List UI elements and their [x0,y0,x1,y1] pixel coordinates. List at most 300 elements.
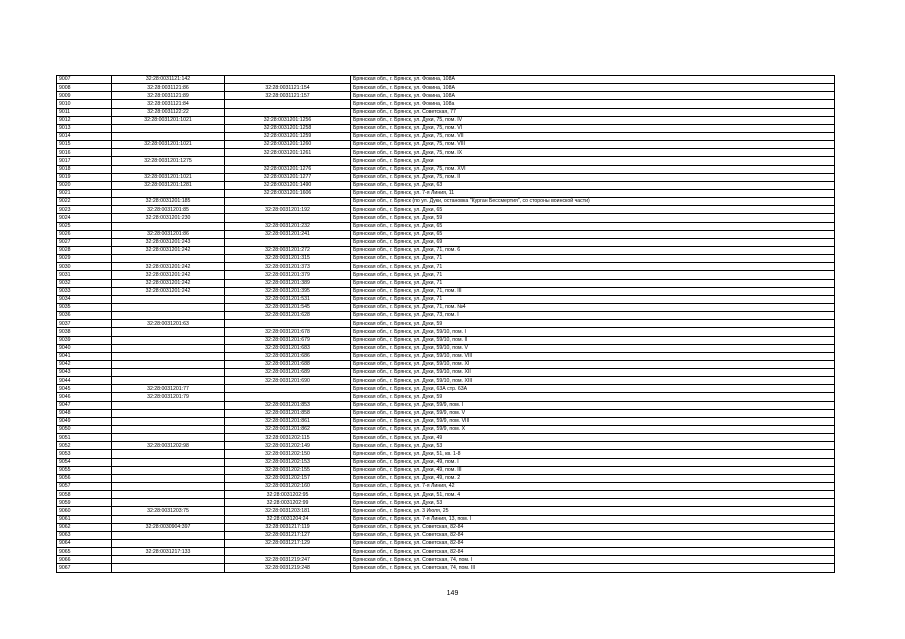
address-cell: Брянская обл., г. Брянск, ул. Дуки, 75, пом. IX [351,149,835,157]
table-row [57,214,835,222]
table-row [57,173,835,181]
land-cadastral-number-cell: 32:28:0031201:243 [112,238,225,246]
land-cadastral-number-cell: 32:28:0031121:89 [112,92,225,100]
row-number-cell: 9061 [57,515,112,523]
table-row [57,222,835,230]
table-row [57,450,835,458]
address-cell: Брянская обл., г. Брянск, ул. Дуки, 59/9, пом. V [351,409,835,417]
table-row [57,548,835,556]
table-row [57,417,835,425]
address-cell: Брянская обл., г. Брянск, ул. Дуки, 75, пом. VIII [351,141,835,149]
land-cadastral-number-cell [112,222,225,230]
land-cadastral-number-cell [112,401,225,409]
row-number-cell: 9064 [57,540,112,548]
table-row [57,344,835,352]
row-number-cell: 9051 [57,434,112,442]
land-cadastral-number-cell [112,312,225,320]
row-number-cell: 9054 [57,458,112,466]
object-cadastral-number-cell: 32:28:0031201:389 [225,279,351,287]
land-cadastral-number-cell [112,360,225,368]
object-cadastral-number-cell [225,198,351,206]
address-cell: Брянская обл., г. Брянск, ул. Дуки, 59/10, пом. V [351,344,835,352]
land-cadastral-number-cell [112,564,225,572]
row-number-cell: 9040 [57,344,112,352]
object-cadastral-number-cell: 32:28:0031201:690 [225,377,351,385]
object-cadastral-number-cell: 32:28:0031121:154 [225,84,351,92]
table-row [57,442,835,450]
object-cadastral-number-cell: 32:28:0031202:160 [225,483,351,491]
object-cadastral-number-cell: 32:28:0031202:99 [225,499,351,507]
row-number-cell: 9065 [57,548,112,556]
table-row [57,360,835,368]
row-number-cell: 9042 [57,360,112,368]
address-cell: Брянская обл., г. Брянск, ул. Дуки, 75, пом. VI [351,124,835,132]
table-row [57,328,835,336]
table-row [57,116,835,124]
object-cadastral-number-cell: 32:28:0031201:395 [225,287,351,295]
address-cell: Брянская обл., г. Брянск, ул. Дуки, 51, кв. 1-8 [351,450,835,458]
table-row [57,523,835,531]
land-cadastral-number-cell [112,124,225,132]
land-cadastral-number-cell [112,499,225,507]
register-table-body [57,76,835,573]
address-cell: Брянская обл., г. Брянск, ул. Дуки, 63 [351,181,835,189]
row-number-cell: 9066 [57,556,112,564]
object-cadastral-number-cell: 32:28:0031201:678 [225,328,351,336]
object-cadastral-number-cell: 32:28:0031201:1260 [225,141,351,149]
row-number-cell: 9019 [57,173,112,181]
address-cell: Брянская обл., г. Брянск, ул. Дуки, 75, пом. XVI [351,165,835,173]
address-cell: Брянская обл., г. Брянск, ул. 7-я Линия, 42 [351,483,835,491]
land-cadastral-number-cell: 32:28:0030904:397 [112,523,225,531]
land-cadastral-number-cell: 32:28:0031201:1281 [112,181,225,189]
row-number-cell: 9039 [57,336,112,344]
object-cadastral-number-cell: 32:28:0031202:153 [225,458,351,466]
address-cell: Брянская обл., г. Брянск, ул. Дуки, 59/9, пом. VIII [351,417,835,425]
address-cell: Брянская обл., г. Брянск, ул. Советская, 77 [351,108,835,116]
register-table [56,75,835,573]
row-number-cell: 9008 [57,84,112,92]
table-row [57,474,835,482]
land-cadastral-number-cell: 32:28:0031201:242 [112,287,225,295]
object-cadastral-number-cell: 32:28:0031202:155 [225,466,351,474]
land-cadastral-number-cell [112,352,225,360]
address-cell: Брянская обл., г. Брянск, ул. Дуки, 59 [351,214,835,222]
row-number-cell: 9056 [57,474,112,482]
object-cadastral-number-cell: 32:28:0031201:861 [225,417,351,425]
row-number-cell: 9047 [57,401,112,409]
address-cell: Брянская обл., г. Брянск, ул. Дуки, 49, пом. I [351,458,835,466]
land-cadastral-number-cell [112,450,225,458]
object-cadastral-number-cell: 32:28:0031201:679 [225,336,351,344]
object-cadastral-number-cell: 32:28:0031201:1606 [225,189,351,197]
object-cadastral-number-cell: 32:28:0031201:531 [225,295,351,303]
address-cell: Брянская обл., г. Брянск, ул. Фокина, 108А [351,76,835,84]
row-number-cell: 9023 [57,206,112,214]
row-number-cell: 9026 [57,230,112,238]
object-cadastral-number-cell: 32:28:0031202:115 [225,434,351,442]
object-cadastral-number-cell: 32:28:0031201:628 [225,312,351,320]
object-cadastral-number-cell: 32:28:0031217:129 [225,540,351,548]
land-cadastral-number-cell [112,515,225,523]
address-cell: Брянская обл., г. Брянск, ул. 7-я Линия, 13, пом. I [351,515,835,523]
object-cadastral-number-cell: 32:28:0031201:683 [225,344,351,352]
row-number-cell: 9013 [57,124,112,132]
land-cadastral-number-cell: 32:28:0031202:98 [112,442,225,450]
address-cell: Брянская обл., г. Брянск, ул. Дуки, 71, пом. III [351,287,835,295]
row-number-cell: 9060 [57,507,112,515]
land-cadastral-number-cell [112,189,225,197]
row-number-cell: 9055 [57,466,112,474]
address-cell: Брянская обл., г. Брянск, ул. Дуки, 59 [351,320,835,328]
address-cell: Брянская обл., г. Брянск, ул. Дуки, 51, пом. 4 [351,491,835,499]
address-cell: Брянская обл., г. Брянск, ул. Дуки, 59/9, пом. I [351,401,835,409]
object-cadastral-number-cell: 32:28:0031201:241 [225,230,351,238]
land-cadastral-number-cell: 32:28:0031201:242 [112,271,225,279]
table-row [57,189,835,197]
land-cadastral-number-cell [112,295,225,303]
object-cadastral-number-cell: 32:28:0031201:1259 [225,132,351,140]
address-cell: Брянская обл., г. Брянск, ул. Советская, 74, пом. I [351,556,835,564]
object-cadastral-number-cell: 32:28:0031201:232 [225,222,351,230]
address-cell: Брянская обл., г. Брянск, ул. Советская, 82-84 [351,531,835,539]
land-cadastral-number-cell [112,328,225,336]
address-cell: Брянская обл., г. Брянск, ул. Дуки, 59/10, пом. XIII [351,377,835,385]
land-cadastral-number-cell [112,556,225,564]
table-row [57,499,835,507]
row-number-cell: 9057 [57,483,112,491]
object-cadastral-number-cell [225,385,351,393]
table-row [57,149,835,157]
land-cadastral-number-cell [112,409,225,417]
land-cadastral-number-cell: 32:28:0031201:1021 [112,173,225,181]
row-number-cell: 9018 [57,165,112,173]
address-cell: Брянская обл., г. Брянск, ул. Дуки, 59/9, пом. X [351,426,835,434]
object-cadastral-number-cell [225,238,351,246]
table-row [57,393,835,401]
address-cell: Брянская обл., г. Брянск, ул. 7-я Линия, 11 [351,189,835,197]
address-cell: Брянская обл., г. Брянск, ул. Фокина, 108А [351,84,835,92]
table-row [57,76,835,84]
address-cell: Брянская обл., г. Брянск, ул. Дуки, 65 [351,230,835,238]
address-cell: Брянская обл., г. Брянск, ул. Советская, 82-84 [351,523,835,531]
table-row [57,564,835,572]
land-cadastral-number-cell [112,474,225,482]
address-cell: Брянская обл., г. Брянск, ул. Дуки, 75, пом. VII [351,132,835,140]
table-row [57,491,835,499]
row-number-cell: 9022 [57,198,112,206]
address-cell: Брянская обл., г. Брянск (по ул. Дуки, остановка "Курган Бессмертия", со стороны воинской части) [351,198,835,206]
address-cell: Брянская обл., г. Брянск, ул. Дуки, 59/10, пом. XI [351,360,835,368]
row-number-cell: 9010 [57,100,112,108]
row-number-cell: 9033 [57,287,112,295]
table-row [57,369,835,377]
address-cell: Брянская обл., г. Брянск, ул. Советская, 74, пом. III [351,564,835,572]
address-cell: Брянская обл., г. Брянск, ул. Дуки, 59/10, пом. II [351,336,835,344]
table-row [57,263,835,271]
address-cell: Брянская обл., г. Брянск, ул. Дуки, 75, пом. II [351,173,835,181]
row-number-cell: 9036 [57,312,112,320]
land-cadastral-number-cell: 32:28:0031203:75 [112,507,225,515]
table-row [57,279,835,287]
table-row [57,165,835,173]
row-number-cell: 9025 [57,222,112,230]
row-number-cell: 9014 [57,132,112,140]
table-row [57,312,835,320]
row-number-cell: 9044 [57,377,112,385]
table-row [57,157,835,165]
row-number-cell: 9067 [57,564,112,572]
table-row [57,426,835,434]
land-cadastral-number-cell: 32:28:0031122:22 [112,108,225,116]
table-row [57,409,835,417]
land-cadastral-number-cell: 32:28:0031201:242 [112,263,225,271]
object-cadastral-number-cell: 32:28:0031201:192 [225,206,351,214]
address-cell: Брянская обл., г. Брянск, ул. Дуки, 65 [351,206,835,214]
land-cadastral-number-cell: 32:28:0031121:86 [112,84,225,92]
object-cadastral-number-cell: 32:28:0031202:150 [225,450,351,458]
address-cell: Брянская обл., г. Брянск, ул. Дуки, 71, пом. 6 [351,246,835,254]
land-cadastral-number-cell: 32:28:0031121:142 [112,76,225,84]
address-cell: Брянская обл., г. Брянск, ул. Дуки, 59/10, пом. XII [351,369,835,377]
table-row [57,540,835,548]
address-cell: Брянская обл., г. Брянск, ул. Фокина, 108а [351,100,835,108]
row-number-cell: 9059 [57,499,112,507]
row-number-cell: 9028 [57,246,112,254]
row-number-cell: 9063 [57,531,112,539]
table-row [57,84,835,92]
land-cadastral-number-cell: 32:28:0031217:133 [112,548,225,556]
land-cadastral-number-cell [112,369,225,377]
row-number-cell: 9034 [57,295,112,303]
row-number-cell: 9027 [57,238,112,246]
page-number: 149 [446,590,459,597]
table-row [57,238,835,246]
row-number-cell: 9009 [57,92,112,100]
land-cadastral-number-cell: 32:28:0031201:242 [112,279,225,287]
land-cadastral-number-cell [112,165,225,173]
object-cadastral-number-cell: 32:28:0031201:686 [225,352,351,360]
row-number-cell: 9007 [57,76,112,84]
address-cell: Брянская обл., г. Брянск, ул. Дуки, 49, пом. III [351,466,835,474]
row-number-cell: 9049 [57,417,112,425]
row-number-cell: 9043 [57,369,112,377]
table-row [57,246,835,254]
row-number-cell: 9046 [57,393,112,401]
table-row [57,271,835,279]
object-cadastral-number-cell: 32:28:0031202:95 [225,491,351,499]
row-number-cell: 9058 [57,491,112,499]
row-number-cell: 9030 [57,263,112,271]
land-cadastral-number-cell [112,255,225,263]
row-number-cell: 9029 [57,255,112,263]
object-cadastral-number-cell [225,108,351,116]
object-cadastral-number-cell [225,393,351,401]
row-number-cell: 9012 [57,116,112,124]
object-cadastral-number-cell [225,548,351,556]
object-cadastral-number-cell: 32:28:0031201:545 [225,303,351,311]
object-cadastral-number-cell: 32:28:0031201:853 [225,401,351,409]
object-cadastral-number-cell: 32:28:0031201:688 [225,360,351,368]
table-row [57,320,835,328]
land-cadastral-number-cell: 32:28:0031121:84 [112,100,225,108]
row-number-cell: 9017 [57,157,112,165]
object-cadastral-number-cell: 32:28:0031201:1256 [225,116,351,124]
object-cadastral-number-cell: 32:28:0031203:181 [225,507,351,515]
land-cadastral-number-cell [112,426,225,434]
address-cell: Брянская обл., г. Брянск, ул. Дуки, 59/10, пом. I [351,328,835,336]
address-cell: Брянская обл., г. Брянск, ул. Дуки, 71 [351,263,835,271]
address-cell: Брянская обл., г. Брянск, ул. Дуки, 53 [351,442,835,450]
object-cadastral-number-cell: 32:28:0031201:315 [225,255,351,263]
row-number-cell: 9032 [57,279,112,287]
object-cadastral-number-cell: 32:28:0031121:157 [225,92,351,100]
row-number-cell: 9048 [57,409,112,417]
address-cell: Брянская обл., г. Брянск, ул. Советская, 82-84 [351,540,835,548]
table-row [57,92,835,100]
land-cadastral-number-cell [112,458,225,466]
table-row [57,483,835,491]
table-row [57,124,835,132]
object-cadastral-number-cell [225,100,351,108]
object-cadastral-number-cell: 32:28:0031202:157 [225,474,351,482]
address-cell: Брянская обл., г. Брянск, ул. Дуки, 69 [351,238,835,246]
address-cell: Брянская обл., г. Брянск, ул. Дуки, 59/10, пом. VIII [351,352,835,360]
address-cell: Брянская обл., г. Брянск, ул. Дуки, 71 [351,295,835,303]
land-cadastral-number-cell: 32:28:0031201:86 [112,230,225,238]
land-cadastral-number-cell [112,336,225,344]
row-number-cell: 9020 [57,181,112,189]
address-cell: Брянская обл., г. Брянск, ул. Дуки [351,157,835,165]
address-cell: Брянская обл., г. Брянск, ул. Дуки, 65 [351,222,835,230]
object-cadastral-number-cell: 32:28:0031201:1258 [225,124,351,132]
object-cadastral-number-cell: 32:28:0031217:119 [225,523,351,531]
table-row [57,507,835,515]
object-cadastral-number-cell: 32:28:0031201:1490 [225,181,351,189]
land-cadastral-number-cell [112,132,225,140]
table-row [57,531,835,539]
address-cell: Брянская обл., г. Брянск, ул. Дуки, 71 [351,255,835,263]
address-cell: Брянская обл., г. Брянск, ул. Дуки, 73, пом. I [351,312,835,320]
land-cadastral-number-cell [112,149,225,157]
land-cadastral-number-cell [112,434,225,442]
table-row [57,352,835,360]
land-cadastral-number-cell [112,417,225,425]
row-number-cell: 9038 [57,328,112,336]
land-cadastral-number-cell [112,466,225,474]
address-cell: Брянская обл., г. Брянск, ул. Дуки, 53 [351,499,835,507]
object-cadastral-number-cell [225,76,351,84]
row-number-cell: 9035 [57,303,112,311]
address-cell: Брянская обл., г. Брянск, ул. Дуки, 71 [351,279,835,287]
object-cadastral-number-cell [225,320,351,328]
table-row [57,132,835,140]
address-cell: Брянская обл., г. Брянск, ул. Дуки, 71, пом. №4 [351,303,835,311]
object-cadastral-number-cell: 32:28:0031201:1261 [225,149,351,157]
object-cadastral-number-cell: 32:28:0031201:1277 [225,173,351,181]
land-cadastral-number-cell: 32:28:0031201:85 [112,206,225,214]
object-cadastral-number-cell: 32:28:0031201:689 [225,369,351,377]
address-cell: Брянская обл., г. Брянск, ул. 3 Июля, 25 [351,507,835,515]
table-row [57,108,835,116]
land-cadastral-number-cell: 32:28:0031201:77 [112,385,225,393]
object-cadastral-number-cell [225,214,351,222]
land-cadastral-number-cell: 32:28:0031201:185 [112,198,225,206]
object-cadastral-number-cell: 32:28:0031219:247 [225,556,351,564]
object-cadastral-number-cell: 32:28:0031201:373 [225,263,351,271]
object-cadastral-number-cell: 32:28:0031202:149 [225,442,351,450]
table-row [57,556,835,564]
row-number-cell: 9016 [57,149,112,157]
table-row [57,401,835,409]
land-cadastral-number-cell [112,483,225,491]
row-number-cell: 9045 [57,385,112,393]
object-cadastral-number-cell: 32:28:0031219:248 [225,564,351,572]
address-cell: Брянская обл., г. Брянск, ул. Дуки, 59 [351,393,835,401]
table-row [57,141,835,149]
table-row [57,100,835,108]
land-cadastral-number-cell [112,531,225,539]
address-cell: Брянская обл., г. Брянск, ул. Фокина, 108А [351,92,835,100]
object-cadastral-number-cell: 32:28:0031201:379 [225,271,351,279]
address-cell: Брянская обл., г. Брянск, ул. Дуки, 49, пом. 2 [351,474,835,482]
table-row [57,303,835,311]
row-number-cell: 9062 [57,523,112,531]
land-cadastral-number-cell: 32:28:0031201:1021 [112,141,225,149]
land-cadastral-number-cell: 32:28:0031201:79 [112,393,225,401]
table-row [57,230,835,238]
address-cell: Брянская обл., г. Брянск, ул. Дуки, 75, пом. IV [351,116,835,124]
land-cadastral-number-cell [112,540,225,548]
table-row [57,181,835,189]
land-cadastral-number-cell [112,377,225,385]
object-cadastral-number-cell [225,157,351,165]
object-cadastral-number-cell: 32:28:0031217:127 [225,531,351,539]
row-number-cell: 9015 [57,141,112,149]
object-cadastral-number-cell: 32:28:0031201:862 [225,426,351,434]
table-row [57,206,835,214]
row-number-cell: 9021 [57,189,112,197]
land-cadastral-number-cell [112,303,225,311]
row-number-cell: 9041 [57,352,112,360]
table-row [57,385,835,393]
object-cadastral-number-cell: 32:28:0031201:1276 [225,165,351,173]
row-number-cell: 9037 [57,320,112,328]
row-number-cell: 9052 [57,442,112,450]
object-cadastral-number-cell: 32:28:0031204:24 [225,515,351,523]
table-row [57,295,835,303]
land-cadastral-number-cell: 32:28:0031201:230 [112,214,225,222]
row-number-cell: 9053 [57,450,112,458]
object-cadastral-number-cell: 32:28:0031201:272 [225,246,351,254]
row-number-cell: 9031 [57,271,112,279]
land-cadastral-number-cell: 32:28:0031201:242 [112,246,225,254]
address-cell: Брянская обл., г. Брянск, ул. Дуки, 49 [351,434,835,442]
table-row [57,434,835,442]
land-cadastral-number-cell: 32:28:0031201:1021 [112,116,225,124]
table-row [57,287,835,295]
table-row [57,466,835,474]
table-row [57,198,835,206]
row-number-cell: 9050 [57,426,112,434]
land-cadastral-number-cell [112,344,225,352]
land-cadastral-number-cell: 32:28:0031201:1275 [112,157,225,165]
address-cell: Брянская обл., г. Брянск, ул. Советская, 82-84 [351,548,835,556]
land-cadastral-number-cell [112,491,225,499]
table-row [57,515,835,523]
address-cell: Брянская обл., г. Брянск, ул. Дуки, 63А стр. 63А [351,385,835,393]
address-cell: Брянская обл., г. Брянск, ул. Дуки, 71 [351,271,835,279]
